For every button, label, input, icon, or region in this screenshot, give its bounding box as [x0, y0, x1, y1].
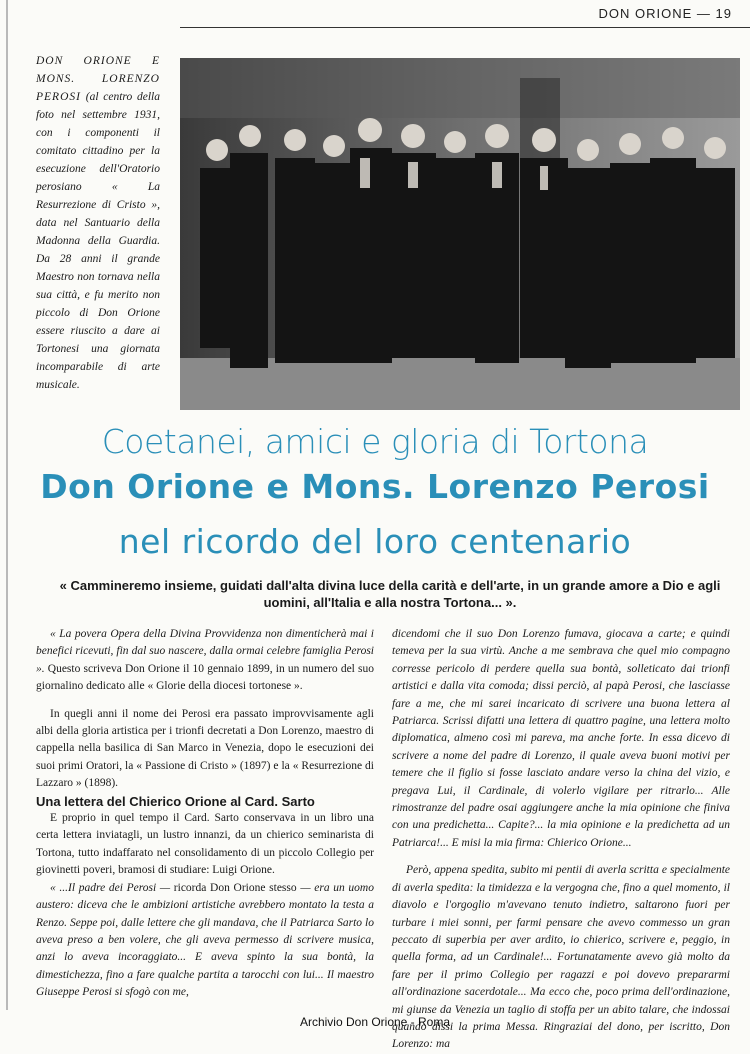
group-photo-illustration — [180, 58, 740, 410]
archive-footer: Archivio Don Orione - Roma — [299, 1015, 451, 1029]
running-header: DON ORIONE — 19 — [598, 6, 732, 21]
left-paragraph-3: E proprio in quel tempo il Card. Sarto conservava in un libro una certa lettera inviatagli, un lustro innanzi, da un chierico seminarista di Tortona, tutto indaffarato nel consolidamento di un piccolo Collegio per giovinetti poveri, bramosi di studiare: Luigi Orione. — [36, 812, 374, 877]
left-paragraph-4 — [36, 880, 374, 1002]
left-p4-italic: — era un uomo austero: diceva che le ambizioni artistiche avrebbero montato la testa a Renzo. Seppe poi, dalle lettere che gli mandava, che il Patriarca Sarto lo aveva preso a ben volere, che gli aveva permesso di scrivere musica, anzi lo aveva incoraggiato... E aveva spinto la sua bontà, la dimestichezza, fino a fare qualche partita a tarocchi con lui... Il maestro Giuseppe Perosi si sfogò con me, — [36, 881, 374, 999]
caption-text: (al centro della foto nel settembre 1931, con i componenti il comitato cittadino per la esecuzione dell'Oratorio perosiano « La Resurrezione di Cristo », data nel Santuario della Madonna della Guardia. Da 28 anni il grande Maestro non tornava nella sua città, e fu merito non piccolo di Don Orione essere riuscito a dare ai Tortonesi una giornata incomparabile di arte musicale. — [36, 91, 160, 391]
caption-head: DON ORIONE E MONS. LORENZO PEROSI — [36, 55, 160, 103]
left-column — [36, 626, 374, 1002]
right-column — [392, 626, 730, 1054]
section-subhead: Una lettera del Chierico Orione al Card. Sarto — [36, 793, 315, 809]
title-line-3: nel ricordo del loro centenario — [118, 522, 632, 561]
right-paragraph-2: Però, appena spedita, subito mi pentii di averla scritta e specialmente di averla spedita: la timidezza e la vergogna che, fino a quel momento, il diavolo e l'orgoglio m'avevano tenuto indietro, saltarono fuori per turbare i miei sonni, per farmi pensare che avevo commesso un gran peccato di superbia per aver ardito, io chierico, scrivere e, peggio, in quella forma, ad un Cardinale!... Fortunatamente avevo già molto da fare per il primo Collegio per ragazzi e poi dovevo prepararmi all'ordinazione sacerdotale... Ma ecco che, poco prima dell'ordinazione, mi giunse da Venezia un taglio di stoffa per un abito talare, che indossai quando dissi la prima Messa. Ringraziai del dono, per iscritto, Don Lorenzo: ma — [392, 864, 730, 1051]
left-p1-rest: Questo scriveva Don Orione il 10 gennaio 1899, in un numero del suo giornalino dedicato alle « Glorie della diocesi tortonese ». — [36, 662, 374, 693]
header-rule — [180, 27, 750, 28]
left-p4-mid: ricorda Don Orione stesso — [173, 881, 297, 894]
title-line-2: Don Orione e Mons. Lorenzo Perosi — [40, 467, 710, 506]
photo-caption — [36, 52, 160, 394]
left-p1-italic: « La povera Opera della Divina Provvidenza non dimenticherà mai i benefici ricevuti, fin dal suo nascere, dalla ormai celebre famiglia Perosi ». — [36, 628, 374, 675]
left-p4-start: « ...Il padre dei Perosi — — [50, 881, 174, 894]
pull-quote: « Cammineremo insieme, guidati dall'alta divina luce della carità e dell'arte, in un grande amore a Dio e agli uomini, all'Italia e alla nostra Tortona... ». — [59, 578, 721, 610]
title-line-1: Coetanei, amici e gloria di Tortona — [101, 422, 649, 461]
left-paragraph-2: In quegli anni il nome dei Perosi era passato improvvisamente agli albi della gloria artistica per i trionfi decretati a Don Lorenzo, maestro di cappella nella basilica di San Marco in Venezia, dopo le esecuzioni dei suoi primi Oratori, la « Passione di Cristo » (1897) e la « Resurrezione di Lazzaro » (1898). — [36, 707, 374, 790]
left-paragraph-1 — [36, 626, 374, 696]
group-photo — [180, 58, 740, 410]
right-paragraph-1: dicendomi che il suo Don Lorenzo fumava, giocava a carte; e quindi temeva per la sua virtù. Anche a me sembrava che quel mio compagno corresse pericolo di perdere quella sua bontà, solleticato dai trionfi artistici e dalla vita comoda; dissi perciò, al papà Perosi, che lasciasse fare a me, che mi sarei incaricato di scrivere una buona lettera al Patriarca. Scrissi difatti una lettera di quattro pagine, una lettera molto diplomatica, almeno così mi pareva, ma anche forte. In essa dicevo di scrivere a nome del padre di Lorenzo, il quale aveva buoni motivi per temere che il figlio si fosse lasciato andare verso la china del vizio, e pregava Lui, il Cardinale, di volerlo vigilare per ritrarlo... Alle rimostranze del padre osai aggiungere anche la mia opinione che finiva con una predichetta... Capite?... la mia opinione e la predichetta ad un Patriarca!... E misi la mia firma: Chierico Orione... — [392, 628, 730, 849]
